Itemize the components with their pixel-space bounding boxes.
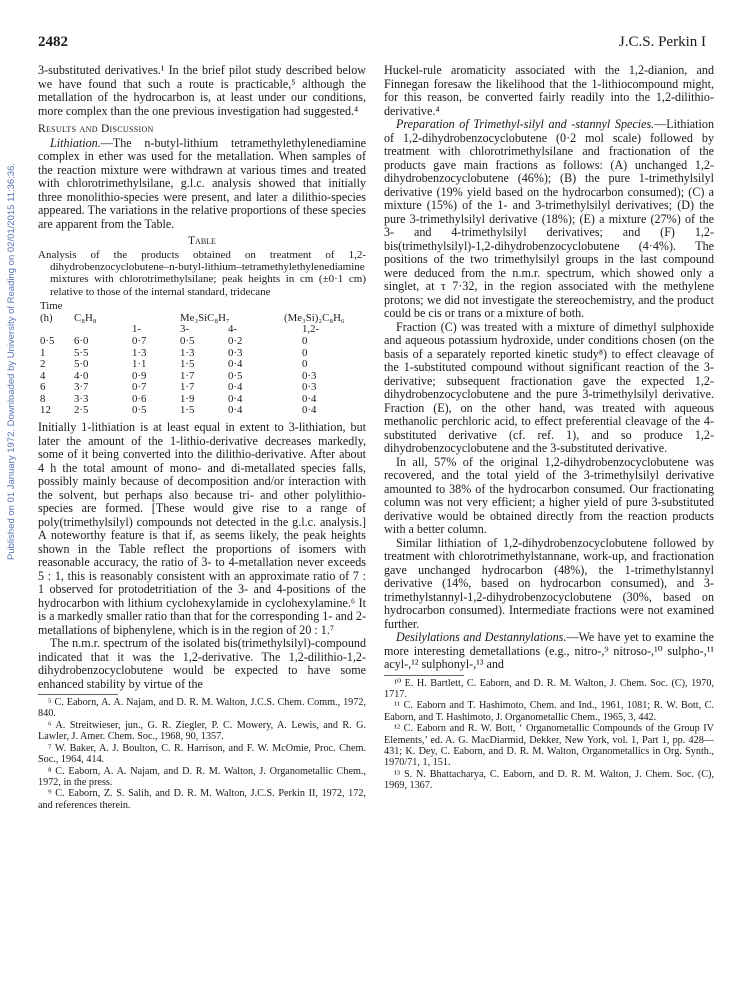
preparation-heading: Preparation of Trimethyl-silyl and -stannyl Species. xyxy=(396,117,655,131)
cell-4: 0·3 xyxy=(228,346,243,359)
cell-4: 0·2 xyxy=(228,334,243,347)
paragraph-yield: In all, 57% of the original 1,2-dihydrobenzocyclobutene was recovered, and the total yield of the 3-trimethylsilyl derivative amounted to 38% of the hydrocarbon consumed. Our fractionating column was not very efficient; a higher yield of pure 3-substituted derivative would be obtained directly from the reaction products with a better column. xyxy=(384,454,714,536)
footnote: ⁶ A. Streitwieser, jun., G. R. Ziegler, P. C. Mowery, A. Lewis, and R. G. Lawler, J. Amer. Chem. Soc., 1968, 90, 1357. xyxy=(38,719,366,743)
cell-3: 1·7 xyxy=(180,381,195,394)
footnote: ¹⁰ E. H. Bartlett, C. Eaborn, and D. R. M. Walton, J. Chem. Soc. (C), 1970, 1717. xyxy=(384,677,714,700)
footnote-rule xyxy=(384,675,464,676)
paragraph-discussion: Initially 1-lithiation is at least equal in extent to 3-lithiation, but later the amount of the 1-lithio-derivative decreases markedly, some of it being converted into the dilithio-derivative. After about 4 h the total amount of mono- and di-metallated species falls, possibly mainly because of decomposition and/or interaction with the solvent, but perhaps also because tri- and other polylithio-species are formed. [These would give rise to a range of poly(trimethylsilyl) compounds not detected in the g.l.c. analysis.] A noteworthy feature is that if, as seems likely, the peak heights shown in the Table reflect the proportions of isomers with reasonable accuracy, the ratio of 3- to 4-metallation never exceeds 5 : 1, this is reasonably consistent with an approximate ratio of 7 : 1 observed for protodetritiation of the 3- and 4-positions of the hydrocarbon with lithium cyclohexylamide in cyclohexylamine.⁶ It is a markedly smaller ratio than that for the corresponding 1- and 2-metallations of biphenylene, which is in the region of 20 : 1.⁷ xyxy=(38,420,366,637)
paragraph-lithiation xyxy=(38,137,366,232)
subheader-3: 3- xyxy=(180,323,189,336)
cell-time: 4 xyxy=(40,369,46,382)
header-bis: (Me₃Si)₂C₈H₆ xyxy=(284,311,345,324)
preparation-text: —Lithiation of 1,2-dihydrobenzocyclobutene (0·2 mol scale) followed by treatment with chlorotrimethylsilane and fractionation of the products gave main fractions as follows: (A) unchanged 1,2-dihydrobenzocyclobutene (46%); (B) the pure 1-trimethylsilyl derivative (19% yield based on the hydrocarbon consumed); (C) a mixture (15%) of the 1- and 3-trimethylsilyl derivatives; (D) the pure 3-trimethylsilyl derivative (18%); (E) a mixture (27%) of the 3- and 4-trimethylsilyl derivatives; and (F) 1,2-bis(trimethylsilyl)-1,2-dihydrobenzocyclobutene (4·4%). The positions of the two trimethylsilyl groups in the last compound were deduced from the n.m.r. spectrum, which showed only a singlet, at τ 7·32, in the region associated with the methylene protons; we did not investigate the stereochemistry, and the product could be cis or trans or a mixture of both. xyxy=(384,117,714,320)
cell-c8h8: 5·5 xyxy=(74,346,89,359)
cell-12: 0·3 xyxy=(302,369,317,382)
cell-12: 0 xyxy=(302,346,308,359)
cell-4: 0·5 xyxy=(228,369,243,382)
table-row xyxy=(38,359,366,371)
table-header-row xyxy=(38,301,366,313)
table-row xyxy=(38,336,366,348)
page-number: 2482 xyxy=(38,34,68,50)
left-column xyxy=(38,64,366,811)
cell-c8h8: 3·7 xyxy=(74,381,89,394)
cell-1: 1·3 xyxy=(132,346,147,359)
cell-3: 1·3 xyxy=(180,346,195,359)
footnote: ⁸ C. Eaborn, A. A. Najam, and D. R. M. Walton, J. Organometallic Chem., 1972, in the press. xyxy=(38,765,366,788)
cell-12: 0 xyxy=(302,358,308,371)
cell-1: 0·7 xyxy=(132,334,147,347)
journal-title: J.C.S. Perkin I xyxy=(618,34,706,50)
right-column xyxy=(384,64,714,792)
table-caption: Analysis of the products obtained on treatment of 1,2-dihydrobenzocyclobutene–n-butyl-lithium–tetramethylethylenediamine mixtures with chlorotrimethylsilane; peak heights in cm (±0·1 cm) relative to those of the internal standard, tridecane xyxy=(38,248,366,298)
paragraph-stannyl: Similar lithiation of 1,2-dihydrobenzocyclobutene followed by treatment with chlorotrimethylstannane, work-up, and fractionation gave unchanged hydrocarbon (48%), the 1-trimethylstannyl derivative (14%, based on hydrocarbon consumed), and 3-trimethylstannyl-1,2-dihydrobenzocyclobutene (30%, based on hydrocarbon consumed). Intermediate fractions were not examined further. xyxy=(384,535,714,631)
cell-c8h8: 2·5 xyxy=(74,404,89,417)
header-unit: (h) xyxy=(40,311,53,324)
cell-3: 1·5 xyxy=(180,404,195,417)
download-stamp-text: Published on 01 January 1972. Downloaded by University of Reading on 02/01/2015 11:36:36. xyxy=(6,163,17,560)
cell-time: 2 xyxy=(40,358,46,371)
paragraph-huckel: Huckel-rule aromaticity associated with the 1,2-dianion, and Finnegan foresaw the likelihood that the 1-lithiocompound might, for this reason, be converted fairly readily into the 1,2-dilithio-derivative.⁴ xyxy=(384,63,714,118)
footnote: ⁹ C. Eaborn, Z. S. Salih, and D. R. M. Walton, J.C.S. Perkin II, 1972, 172, and references therein. xyxy=(38,788,366,811)
table-row xyxy=(38,405,366,417)
cell-12: 0·3 xyxy=(302,381,317,394)
results-table xyxy=(38,301,366,417)
header-c8h8: C₈H₈ xyxy=(74,311,97,324)
footnote: ¹¹ C. Eaborn and T. Hashimoto, Chem. and Ind., 1961, 1081; R. W. Bott, C. Eaborn, and T. Hashimoto, J. Organometallic Chem., 1965, 3, 442. xyxy=(384,700,714,723)
cell-4: 0·4 xyxy=(228,392,243,405)
cell-4: 0·4 xyxy=(228,381,243,394)
header-me3sic8h7: Me₃SiC₈H₇ xyxy=(180,311,230,324)
cell-12: 0 xyxy=(302,334,308,347)
cell-time: 8 xyxy=(40,392,46,405)
cell-1: 1·1 xyxy=(132,358,147,371)
cell-12: 0·4 xyxy=(302,392,317,405)
subheader-4: 4- xyxy=(228,323,237,336)
cell-4: 0·4 xyxy=(228,358,243,371)
table-title: Table xyxy=(188,235,216,247)
paragraph-desilylation xyxy=(384,631,714,672)
cell-time: 6 xyxy=(40,381,46,394)
cell-c8h8: 4·0 xyxy=(74,369,89,382)
desilylation-heading: Desilylations and Destannylations. xyxy=(396,630,567,644)
footnote: ¹³ S. N. Bhattacharya, C. Eaborn, and D. R. M. Walton, J. Chem. Soc. (C), 1969, 1367. xyxy=(384,768,714,792)
paragraph-preparation xyxy=(384,118,714,321)
cell-1: 0·6 xyxy=(132,392,147,405)
lithiation-text: —The n-butyl-lithium tetramethylethylenediamine complex in ether was used for the metallation. When samples of the reaction mixture were withdrawn at various times and treated with chlorotrimethylsilane, g.l.c. analysis showed that initially three monolithio-species were present, and later a dilithio-species appeared. The variations in the relative proportions of these species are apparent from the Table. xyxy=(38,135,366,231)
footnote: ¹² C. Eaborn and R. W. Bott, ‘ Organometallic Compounds of the Group IV Elements,’ ed. A. G. MacDiarmid, Dekker, New York, vol. 1, Part 1, pp. 428—431; K. Dey, C. Eaborn, and D. R. M. Walton, Organometallics in Org. Synth., 1970/71, 1, 151. xyxy=(384,723,714,769)
cell-1: 0·7 xyxy=(132,381,147,394)
cell-3: 1·7 xyxy=(180,369,195,382)
cell-time: 1 xyxy=(40,346,46,359)
cell-time: 0·5 xyxy=(40,334,55,347)
subheader-12: 1,2- xyxy=(302,323,320,336)
cell-c8h8: 5·0 xyxy=(74,358,89,371)
paragraph-fraction-c: Fraction (C) was treated with a mixture of dimethyl sulphoxide and aqueous potassium hydroxide, under conditions chosen (on the basis of a separately reported kinetic study⁸) to effect cleavage of the 1-substituted compound without significant reaction of the 3-derivative; subsequent fractionation gave the expected 1,2-dihydrobenzocyclobutene and the pure 3-trimethylsilyl derivative. Fraction (E), on the other hand, was treated with aqueous methanolic perchloric acid, to effect preferential cleavage of the 4-substituted derivative (cf. ref. 1), and so produce 1,2-dihydrobenzocyclobutene and the 3-substituted derivative. xyxy=(384,319,714,455)
footnote: ⁵ C. Eaborn, A. A. Najam, and D. R. M. Walton, J.C.S. Chem. Comm., 1972, 840. xyxy=(38,697,366,720)
lithiation-heading: Lithiation. xyxy=(50,135,101,150)
cell-3: 0·5 xyxy=(180,334,195,347)
cell-12: 0·4 xyxy=(302,404,317,417)
subheader-1: 1- xyxy=(132,323,141,336)
desilylation-text: —We have yet to examine the more interesting demetallations (e.g., nitro-,⁹ nitroso-,¹⁰ sulpho-,¹¹ acyl-,¹² sulphonyl-,¹³ and xyxy=(384,630,714,671)
paragraph-intro-end: 3-substituted derivatives.¹ In the brief pilot study described below we have found that such a route is practicable,⁵ although the metallation of the hydrocarbon is, at least under our conditions, more complex than the one previous investigation had suggested.⁴ xyxy=(38,63,366,118)
cell-3: 1·5 xyxy=(180,358,195,371)
cell-time: 12 xyxy=(40,404,51,417)
section-heading: Results and Discussion xyxy=(38,123,154,135)
cell-1: 0·9 xyxy=(132,369,147,382)
cell-c8h8: 3·3 xyxy=(74,392,89,405)
cell-c8h8: 6·0 xyxy=(74,334,89,347)
cell-3: 1·9 xyxy=(180,392,195,405)
cell-1: 0·5 xyxy=(132,404,147,417)
header-time: Time xyxy=(40,300,63,313)
footnote-rule xyxy=(38,694,118,695)
paragraph-nmr: The n.m.r. spectrum of the isolated bis(trimethylsilyl)-compound indicated that it was the 1,2-derivative. The 1,2-dilithio-1,2-dihydrobenzocyclobutene would be expected to have some enhanced stability by virtue of the xyxy=(38,636,366,691)
cell-4: 0·4 xyxy=(228,404,243,417)
footnote: ⁷ W. Baker, A. J. Boulton, C. R. Harrison, and F. W. McOmie, Proc. Chem. Soc., 1964, 414. xyxy=(38,742,366,766)
